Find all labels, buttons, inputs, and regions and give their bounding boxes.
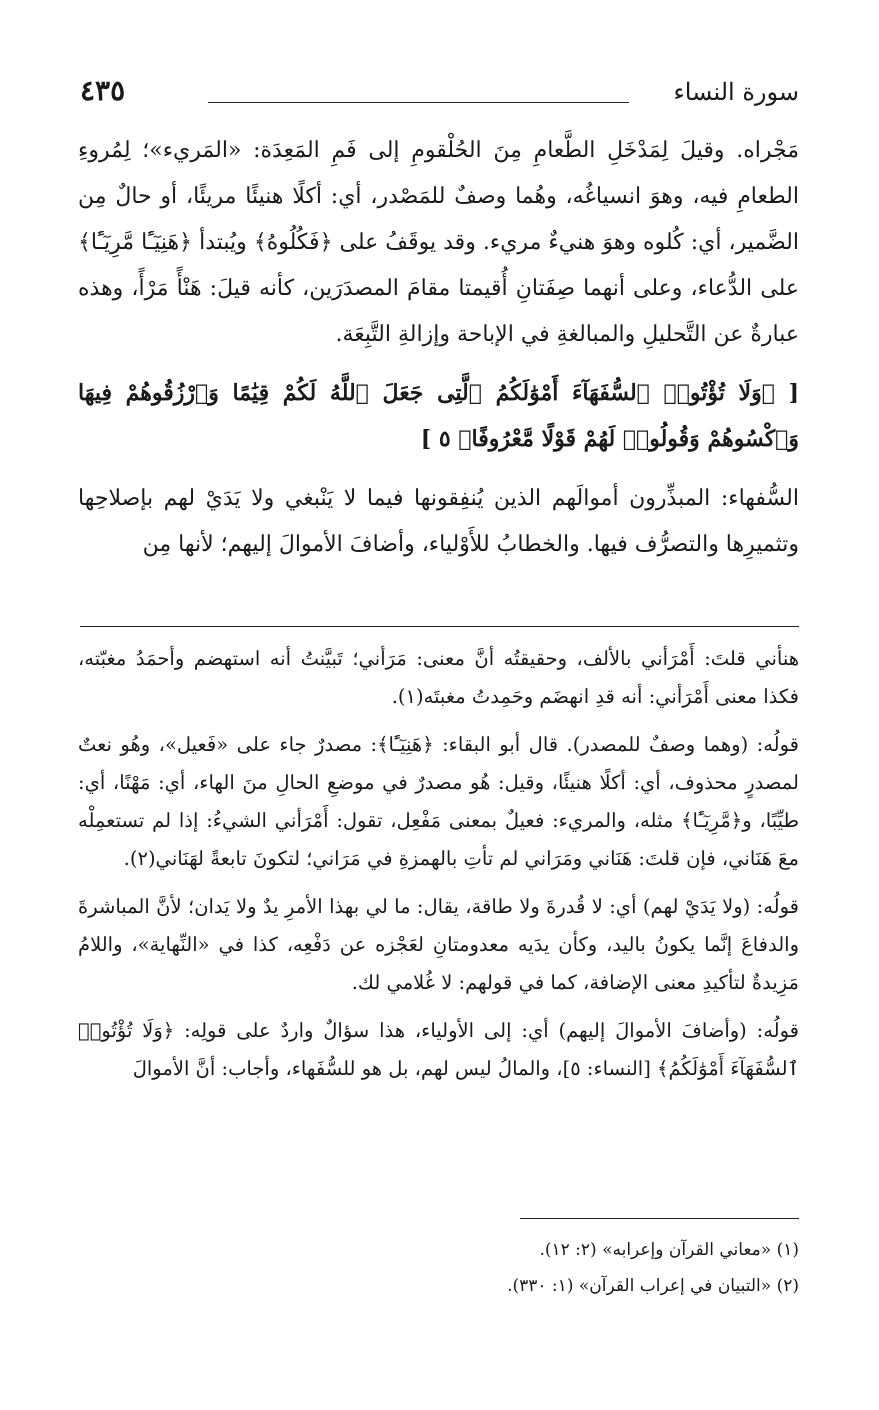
- commentary-paragraph-2: قولُه: (وهما وصفٌ للمصدر). قال أبو البقاء: ﴿هَنِيٓـًٔا﴾: مصدرٌ جاء على «فَعيل»، وهُو نعتٌ لمصدرٍ محذوف، أي: أكلًا هنيئًا، وقيل: هُو مصدرٌ في موضعِ الحالِ منَ الهاء، أي: مَهْنًا، أي: طيِّبًا، و﴿مَّرِيٓـًٔا﴾ مثله، والمريء: فعيلٌ بمعنى مَفْعِل، تقول: أَمْرَأني الشيءُ: إذا لم تستعمِلْه معَ هَنَاني، فإن قلتَ: هَنَاني ومَرَاني لم تأتِ بالهمزةِ في مَرَاني؛ لتكونَ تابعةً لهَنَاني(٢).: [78, 733, 799, 870]
- header-divider: [208, 102, 629, 103]
- main-paragraph-1: مَجْراه. وقيلَ لِمَدْخَلِ الطَّعامِ مِنَ الحُلْقومِ إلى فَمِ المَعِدَة: «المَريء»؛ لِمُروءِ الطعامِ فيه، وهوَ انسياغُه، وهُما وصفٌ للمَصْدر، أي: أكلًا هنيئًا مريئًا، أو حالٌ مِن الضَّمير، أي: كُلوه وهوَ هنيءٌ مريء. وقد يوقَفُ على ﴿فَكُلُوهُ﴾ ويُبتدأ ﴿هَنِيٓـًٔا مَّرِيٓـًٔا﴾ على الدُّعاء، وعلى أنهما صِفَتانِ أُقيمتا مقامَ المصدَرَين، كأنه قيلَ: هَنْأً مَرْأً، وهذه عبارةٌ عن التَّحليلِ والمبالغةِ في الإباحة وإزالةِ التَّبِعَة.: [78, 138, 799, 347]
- footnote-1: (١) «معاني القرآن وإعرابه» (٢: ١٢).: [539, 1240, 799, 1260]
- quran-verse: [ ﴿وَلَا تُؤْتُوا۟ ٱلسُّفَهَآءَ أَمْوَٰلَكُمُ ٱلَّتِى جَعَلَ ٱللَّهُ لَكُمْ قِيَٰمًا وَٱرْزُقُوهُمْ فِيهَا وَٱكْسُوهُمْ وَقُولُوا۟ لَهُمْ قَوْلًا مَّعْرُوفًا﴾ ٥ ]: [78, 380, 799, 452]
- page-header: [80, 76, 799, 116]
- commentary-section: [78, 640, 799, 1098]
- footnotes: [200, 1232, 799, 1304]
- commentary-divider: [80, 626, 799, 627]
- footnote-divider: [520, 1218, 799, 1219]
- footnote-2: (٢) «التبيان في إعراب القرآن» (١: ٣٣٠).: [507, 1276, 799, 1296]
- main-paragraph-2: السُّفهاء: المبذِّرون أموالَهم الذين يُنفِقونها فيما لا يَنْبغي ولا يَدَيْ لهم بإصلاحِها وتثميرِها والتصرُّف فيها. والخطابُ للأَوْلياء، وأضافَ الأموالَ إليهم؛ لأنها مِن: [78, 486, 799, 557]
- main-text: [78, 128, 799, 568]
- commentary-paragraph-4: قولُه: (وأضافَ الأموالَ إليهم) أي: إلى الأولياء، هذا سؤالٌ واردٌ على قولِه: ﴿وَلَا تُؤْتُوا۟ ٱلسُّفَهَآءَ أَمْوَٰلَكُمُ﴾ [النساء: ٥]، والمالُ ليس لهم، بل هو للسُّفَهاء، وأجاب: أنَّ الأموالَ: [78, 1019, 799, 1080]
- page-number: ٤٣٥: [80, 74, 126, 107]
- commentary-paragraph-3: قولُه: (ولا يَدَيْ لهم) أي: لا قُدرةَ ولا طاقة، يقال: ما لي بهذا الأمرِ يدٌ ولا يَدان؛ لأنَّ المباشرةَ والدفاعَ إنَّما يكونُ باليد، وكأن يدَيه معدومتانِ لعَجْزه عن دَفْعِه، كذا في «النِّهاية»، واللامُ مَزِيدةٌ لتأكيدِ معنى الإضافة، كما في قولهم: لا غُلامي لك.: [78, 895, 799, 994]
- commentary-paragraph-1: هنأني قلتَ: أَمْرَأني بالألف، وحقيقتُه أنَّ معنى: مَرَأني؛ تَبيَّنتُ أنه استهضم وأحمَدُ مغبّته، فكذا معنى أَمْرَأني: أنه قدِ انهضَم وحَمِدتُ مغبتَه(١).: [78, 647, 799, 708]
- surah-title: سورة النساء: [673, 78, 799, 106]
